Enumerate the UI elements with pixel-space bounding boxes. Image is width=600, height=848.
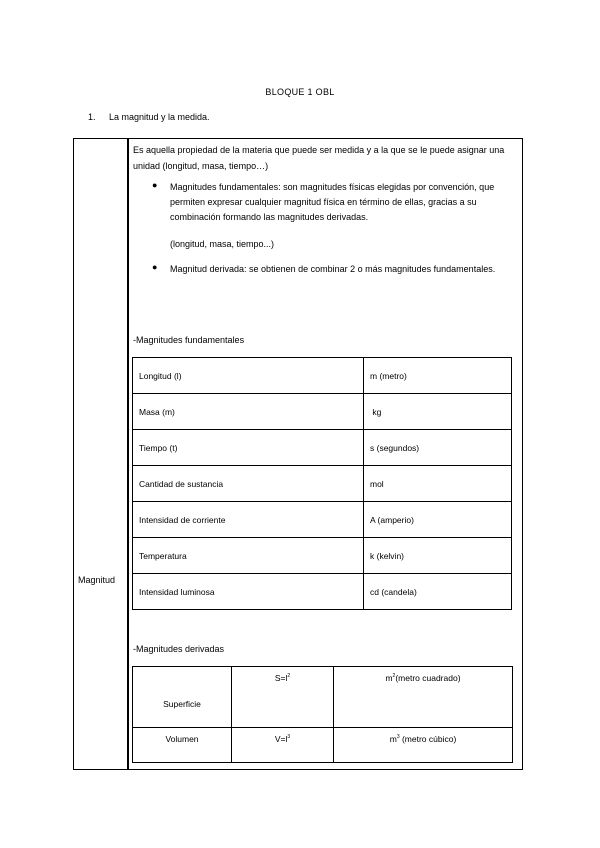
section-heading <box>88 112 210 122</box>
table-row <box>133 394 512 430</box>
magnitude-name: Cantidad de sustancia <box>133 466 364 502</box>
formula-exponent: 2 <box>287 673 291 680</box>
magnitude-unit: m (metro) <box>364 358 512 394</box>
magnitude-unit: mol <box>364 466 512 502</box>
column-divider <box>127 138 129 770</box>
unit-symbol: m <box>385 673 393 683</box>
bullet-fundamentales-text: Magnitudes fundamentales: son magnitudes físicas elegidas por convención, que permiten expresar cualquier magnitud física en término de ellas, gracias a su combinación formando las magnitudes derivadas. <box>170 182 495 222</box>
magnitude-unit: kg <box>364 394 512 430</box>
table-row <box>133 430 512 466</box>
magnitude-name: Masa (m) <box>133 394 364 430</box>
magnitude-unit: s (segundos) <box>364 430 512 466</box>
derived-name-cell <box>133 667 232 728</box>
magnitude-name: Longitud (l) <box>133 358 364 394</box>
bullet-icon: ● <box>152 262 158 272</box>
unit-text: (metro cuadrado) <box>395 673 461 683</box>
derived-unit <box>334 667 512 683</box>
unit-exponent: 2 <box>392 673 396 680</box>
magnitude-name: Intensidad luminosa <box>133 574 364 610</box>
document-title: BLOQUE 1 OBL <box>265 87 335 97</box>
derived-unit-cell <box>334 728 513 763</box>
derived-formula-cell <box>232 667 334 728</box>
definition-text: Es aquella propiedad de la materia que puede ser medida y a la que se le puede asignar una unidad (longitud, masa, tiempo…) <box>133 145 505 171</box>
table-row <box>133 502 512 538</box>
section-number: 1. <box>88 112 96 122</box>
derived-name: Superficie <box>163 699 201 709</box>
derived-table <box>132 666 513 763</box>
formula-text: S=l <box>274 673 288 683</box>
magnitude-unit: cd (candela) <box>364 574 512 610</box>
bullet-icon: ● <box>152 180 158 190</box>
derived-heading: -Magnitudes derivadas <box>133 644 225 654</box>
table-row <box>133 574 512 610</box>
derived-unit <box>334 728 512 744</box>
derived-formula <box>232 728 333 744</box>
magnitude-name: Tiempo (t) <box>133 430 364 466</box>
derived-formula-cell <box>232 728 334 763</box>
table-row <box>133 538 512 574</box>
magnitude-name: Temperatura <box>133 538 364 574</box>
bullet-fundamentales-examples: (longitud, masa, tiempo...) <box>170 239 275 249</box>
table-row <box>133 667 513 728</box>
bullet-derivada-text: Magnitud derivada: se obtienen de combinar 2 o más magnitudes fundamentales. <box>170 264 496 274</box>
table-row <box>133 358 512 394</box>
row-label-magnitud: Magnitud <box>78 575 116 585</box>
derived-name-cell <box>133 728 232 763</box>
formula-exponent: 3 <box>287 734 291 741</box>
magnitude-unit: k (kelvin) <box>364 538 512 574</box>
derived-formula <box>232 667 333 683</box>
table-row <box>133 466 512 502</box>
unit-exponent: 3 <box>396 734 400 741</box>
fundamentals-table <box>132 357 512 610</box>
magnitude-name: Intensidad de corriente <box>133 502 364 538</box>
section-title: La magnitud y la medida. <box>109 112 210 122</box>
formula-text: V=l <box>274 734 288 744</box>
unit-symbol: m <box>389 734 397 744</box>
derived-unit-cell <box>334 667 513 728</box>
magnitude-unit: A (amperio) <box>364 502 512 538</box>
fundamentals-heading: -Magnitudes fundamentales <box>133 335 245 345</box>
unit-text: (metro cúbico) <box>399 734 457 744</box>
table-row <box>133 728 513 763</box>
derived-name: Volumen <box>165 734 199 744</box>
